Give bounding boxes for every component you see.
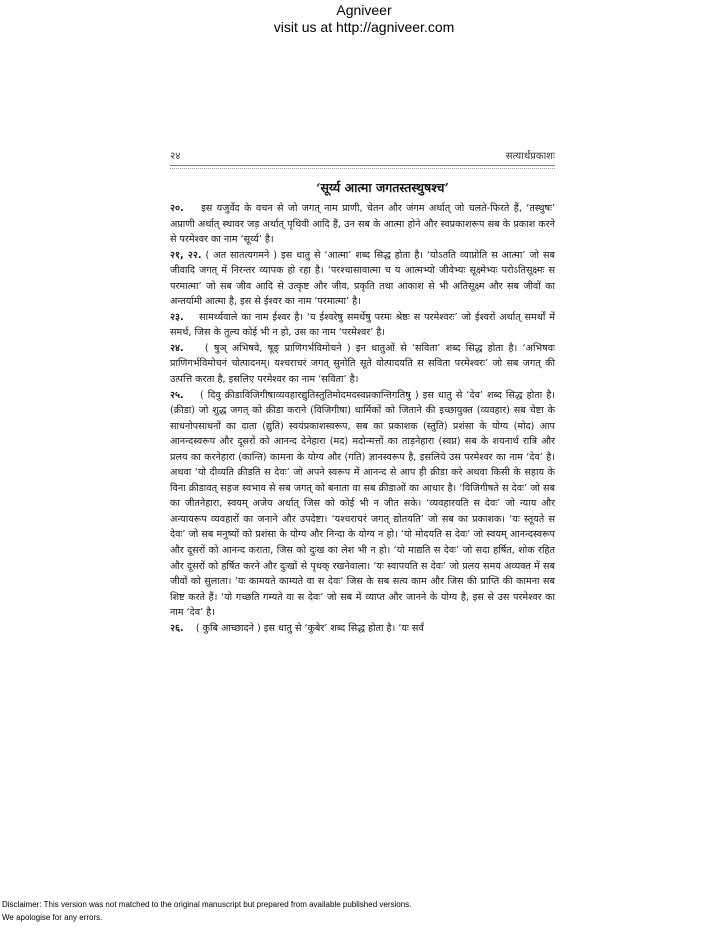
paragraph-text: ( कुबि आच्छादने ) इस धातु से ‘कुबेर’ शब्द सिद्ध होता है। ‘यः सर्वं (195, 622, 424, 634)
paragraph-text: ( षुञ् अभिषवे, षूङ् प्राणिगर्भविमोचने ) इन धातुओं से ‘सविता’ शब्द सिद्ध होता है। ‘अभिषवः प्राणिगर्भविमोचनं चोत्पादनम्। यश्चराचरं जगत् सुनोति सूते वोत्पादयति स सविता परमेश्वरः’ जो सब जगत् की उत्पत्ति करता है, इसलिए परमेश्वर का नाम ‘सविता’ है। (170, 342, 555, 386)
book-page (170, 150, 555, 636)
running-head (170, 150, 555, 164)
paragraph-number: २३. (170, 311, 184, 323)
paragraph-number: २०. (170, 203, 184, 214)
chapter-title: ‘सूर्य्य आत्मा जगतस्तस्थुषश्च’ (316, 180, 449, 195)
body-text (170, 201, 555, 636)
site-url[interactable]: visit us at http://agniveer.com (273, 19, 455, 35)
page-number: २४ (170, 151, 181, 162)
disclaimer (2, 899, 722, 924)
site-title: Agniveer (336, 2, 392, 18)
paragraph-24 (170, 341, 555, 388)
paragraph-number: २१, २२. (170, 249, 202, 261)
disclaimer-line: We apologise for any errors. (2, 912, 103, 922)
header-rule-dotted (170, 168, 555, 169)
header-rule (170, 165, 555, 166)
paragraph-21-22 (170, 248, 555, 310)
paragraph-text: ( दिवु क्रीडाविजिगीषाव्यवहारद्युतिस्तुतिमोदमदस्वप्नकान्तिगतिषु ) इस धातु से ‘देव’ शब्द सिद्ध होता है। (क्रीडा) जो शुद्ध जगत् को क्रीडा कराने (विजिगीषा) धार्मिकों को जिताने की इच्छायुक्त (व्यवहार) सब चेष्टा के साधनोपसाधनों का दाता (द्युति) स्वयंप्रकाशस्वरूप, सब का प्रकाशक (स्तुति) प्रशंसा के योग्य (मोद) आप आनन्दस्वरूप और दूसरों को आनन्द देनेहारा (मद) मदोन्मत्तों का ताड़नेहारा (स्वप्न) सब के शयनार्थ रात्रि और प्रलय का करनेहारा (कान्ति) कामना के योग्य और (गति) ज्ञानस्वरूप है, इसलिये उस परमेश्वर का नाम ‘देव’ है। अथवा ‘यो दीव्यति क्रीडति स देवः’ जो अपने स्वरूप में आनन्द से आप ही क्रीडा करे अथवा किसी के सहाय के विना क्रीडावत् सहज स्वभाव से सब जगत् को बनाता वा सब क्रीडाओं का आधार है। ‘विजिगीषते स देवः’ जो सब का जीतनेहारा, स्वयम् अजेय अर्थात् जिस को कोई भी न जीत सके। ‘व्यवहारयति स देवः’ जो न्याय और अन्यायरूप व्यवहारों का जनाने और उपदेष्टा। ‘यश्चराचरं जगत् द्योतयति’ जो सब का प्रकाशक। ‘यः स्तूयते स देवः’ जो सब मनुष्यों को प्रशंसा के योग्य और निन्दा के योग्य न हो। ‘यो मोदयति स देवः’ जो स्वयम् आनन्दस्वरूप और दूसरों को आनन्द कराता, जिस को दुःख का लेश भी न हो। ‘यो माद्यति स देवः’ जो सदा हर्षित, शोक रहित और दूसरों को हर्षित करने और दुःखों से पृथक् रखनेवाला। ‘यः स्वापयति स देवः’ जो प्रलय समय अव्यक्त में सब जीवों को सुलाता। ‘यः कामयते काम्यते वा स देवः’ जिस के सब सत्य काम और जिस की प्राप्ति की कामना सब शिष्ट करते हैं। ‘यो गच्छति गम्यते वा स देवः’ जो सब में व्याप्त और जानने के योग्य है, इस से उस परमेश्वर का नाम ‘देव’ है। (170, 389, 555, 619)
paragraph-26 (170, 621, 555, 637)
paragraph-number: २४. (170, 342, 184, 354)
paragraph-text: ( अत सातत्यगमने ) इस धातु से ‘आत्मा’ शब्द सिद्ध होता है। ‘योऽतति व्याप्नोति स आत्मा’ जो सब जीवादि जगत् में निरन्तर व्यापक हो रहा है। ‘परश्चासावात्मा च य आत्मभ्यो जीवेभ्यः सूक्ष्मेभ्यः परोऽतिसूक्ष्मः स परमात्मा’ जो सब जीव आदि से उत्कृष्ट और जीव, प्रकृति तथा आकाश से भी अतिसूक्ष्म और सब जीवों का अन्तर्यामी आत्मा है, इस से ईश्वर का नाम ‘परमात्मा’ है। (170, 249, 555, 308)
book-title: सत्यार्थप्रकाशः (505, 151, 555, 162)
paragraph-text: इस यजुर्वेद के वचन से जो जगत् नाम प्राणी, चेतन और जंगम अर्थात् जो चलते-फिरते हैं, ‘तस्थुषः’ अप्राणी अर्थात् स्थावर जड़ अर्थात् पृथिवी आदि हैं, उन सब के आत्मा होने और स्वप्रकाशरूप सब के प्रकाश करने से परमेश्वर का नाम ‘सूर्य्य’ है। (170, 203, 555, 246)
paragraph-number: २६. (170, 622, 184, 634)
paragraph-20 (170, 201, 555, 248)
disclaimer-line: Disclaimer: This version was not matched to the original manuscript but prepared from available published versions. (2, 900, 412, 909)
paragraph-text: सामर्थ्यवाले का नाम ईश्वर है। ‘य ईश्वरेषु समर्थेषु परमः श्रेष्ठः स परमेश्वरः’ जो ईश्वरों अर्थात् समर्थों में समर्थ, जिस के तुल्य कोई भी न हो, उस का नाम ‘परमेश्वर’ है। (170, 311, 555, 339)
paragraph-number: २५. (170, 389, 184, 401)
paragraph-23 (170, 310, 555, 341)
site-header (0, 2, 728, 36)
paragraph-25 (170, 388, 555, 621)
